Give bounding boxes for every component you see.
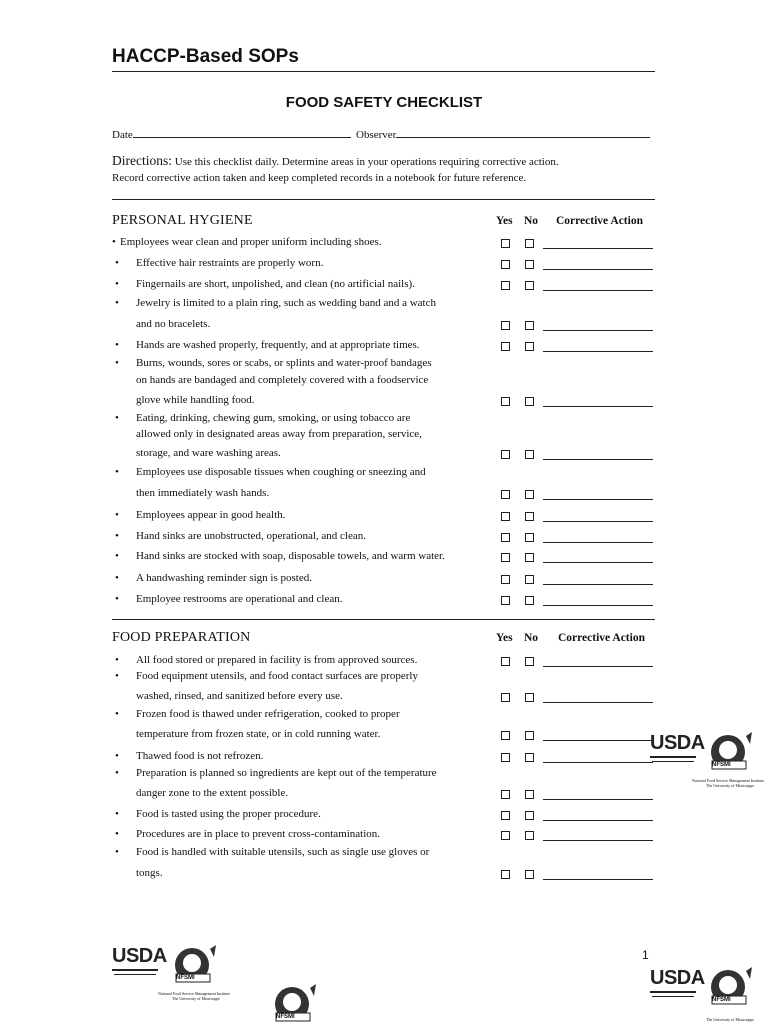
corrective-action-line[interactable] [543, 290, 653, 291]
page-number: 1 [642, 948, 649, 962]
checklist-line: washed, rinsed, and sanitized before every use. [136, 690, 343, 702]
corrective-action-line[interactable] [543, 584, 653, 585]
checklist-line: tongs. [136, 867, 163, 879]
corrective-action-line[interactable] [543, 330, 653, 331]
section-title-personal-hygiene: PERSONAL HYGIENE [112, 213, 253, 228]
yes-checkbox[interactable] [501, 533, 510, 542]
no-checkbox[interactable] [525, 281, 534, 290]
yes-checkbox[interactable] [501, 553, 510, 562]
nfsmi-label: NFSMI [712, 997, 731, 1003]
nfsmi-emblem [706, 730, 758, 776]
bullet-icon: • [115, 257, 119, 269]
institute-line2: The University of Mississippi [706, 783, 754, 788]
bullet-icon: • [115, 708, 119, 720]
checklist-line: glove while handling food. [136, 394, 255, 406]
no-checkbox[interactable] [525, 260, 534, 269]
col-corrective-action: Corrective Action [556, 215, 643, 227]
corrective-action-line[interactable] [543, 351, 653, 352]
checklist-line: storage, and ware washing areas. [136, 447, 281, 459]
yes-checkbox[interactable] [501, 731, 510, 740]
yes-checkbox[interactable] [501, 596, 510, 605]
corrective-action-line[interactable] [543, 562, 653, 563]
no-checkbox[interactable] [525, 512, 534, 521]
observer-line [396, 126, 650, 138]
date-line [133, 126, 351, 138]
bullet-icon: • [115, 412, 119, 424]
bullet-icon: • [115, 466, 119, 478]
yes-checkbox[interactable] [501, 342, 510, 351]
yes-checkbox[interactable] [501, 490, 510, 499]
checklist-line: Thawed food is not refrozen. [136, 750, 264, 762]
yes-checkbox[interactable] [501, 512, 510, 521]
corrective-action-line[interactable] [543, 740, 653, 741]
no-checkbox[interactable] [525, 870, 534, 879]
usda-logo-underline [114, 974, 156, 975]
checklist-line: Fingernails are short, unpolished, and clean (no artificial nails). [136, 278, 415, 290]
checklist-line: Employees appear in good health. [136, 509, 286, 521]
yes-checkbox[interactable] [501, 831, 510, 840]
institute-line1: National Food Service Management Institute [158, 991, 230, 996]
checklist-line: and no bracelets. [136, 318, 211, 330]
corrective-action-line[interactable] [543, 521, 653, 522]
corrective-action-line[interactable] [543, 499, 653, 500]
yes-checkbox[interactable] [501, 260, 510, 269]
checklist-line: Frozen food is thawed under refrigeration, cooked to proper [136, 708, 400, 720]
yes-checkbox[interactable] [501, 281, 510, 290]
institute-line2: The University of Mississippi [172, 996, 220, 1001]
no-checkbox[interactable] [525, 811, 534, 820]
no-checkbox[interactable] [525, 596, 534, 605]
usda-logo-underline [112, 969, 158, 971]
yes-checkbox[interactable] [501, 321, 510, 330]
bullet-icon: • [115, 572, 119, 584]
checklist-line: Effective hair restraints are properly worn. [136, 257, 324, 269]
checklist-line: Jewelry is limited to a plain ring, such as wedding band and a watch [136, 297, 436, 309]
col-no: No [524, 632, 539, 644]
institute-line1: National Food Service Management Institute [692, 778, 764, 783]
no-checkbox[interactable] [525, 239, 534, 248]
yes-checkbox[interactable] [501, 870, 510, 879]
checklist-line: Employees wear clean and proper uniform including shoes. [120, 236, 382, 248]
no-checkbox[interactable] [525, 397, 534, 406]
bullet-icon: • [115, 593, 119, 605]
nfsmi-label: NFSMI [276, 1014, 295, 1020]
date-field[interactable] [112, 126, 351, 141]
logo-group-bottom-center [270, 982, 330, 1024]
no-checkbox[interactable] [525, 693, 534, 702]
directions [112, 153, 672, 186]
no-checkbox[interactable] [525, 753, 534, 762]
no-checkbox[interactable] [525, 790, 534, 799]
yes-checkbox[interactable] [501, 790, 510, 799]
section-title-food-preparation: FOOD PREPARATION [112, 630, 251, 645]
no-checkbox[interactable] [525, 553, 534, 562]
directions-rule [112, 199, 655, 200]
col-yes: Yes [496, 632, 513, 644]
checklist-line: Food is handled with suitable utensils, such as single use gloves or [136, 846, 430, 858]
corrective-action-line[interactable] [543, 248, 653, 249]
nfsmi-emblem [170, 943, 222, 989]
corrective-action-line[interactable] [543, 799, 653, 800]
usda-logo-underline [652, 761, 694, 762]
no-checkbox[interactable] [525, 490, 534, 499]
corrective-action-line[interactable] [543, 269, 653, 270]
nfsmi-emblem [706, 965, 758, 1011]
usda-logo: USDA [650, 967, 705, 989]
corrective-action-line[interactable] [543, 840, 653, 841]
corrective-action-line[interactable] [543, 702, 653, 703]
nfsmi-label: NFSMI [176, 975, 195, 981]
bullet-icon: • [115, 530, 119, 542]
bullet-icon: • [115, 670, 119, 682]
bullet-icon: • [115, 278, 119, 290]
bullet-icon: • [115, 846, 119, 858]
directions-line1: Use this checklist daily. Determine areas in your operations requiring corrective action. [174, 156, 559, 168]
institute-line2: The University of Mississippi [706, 1017, 754, 1022]
corrective-action-line[interactable] [543, 666, 653, 667]
checklist-line: temperature from frozen state, or in cold running water. [136, 728, 381, 740]
no-checkbox[interactable] [525, 321, 534, 330]
usda-logo-underline [650, 991, 696, 993]
checklist-line: Employees use disposable tissues when coughing or sneezing and [136, 466, 426, 478]
directions-lead: Directions: [112, 153, 172, 168]
col-no: No [524, 215, 539, 227]
bullet-icon: • [115, 297, 119, 309]
bullet-icon: • [115, 654, 119, 666]
yes-checkbox[interactable] [501, 753, 510, 762]
no-checkbox[interactable] [525, 450, 534, 459]
checklist-line: allowed only in designated areas away from preparation, service, [136, 428, 422, 440]
bullet-icon: • [112, 236, 116, 248]
checklist-line: Eating, drinking, chewing gum, smoking, or using tobacco are [136, 412, 411, 424]
checklist-line: Food equipment utensils, and food contact surfaces are properly [136, 670, 418, 682]
usda-logo: USDA [112, 945, 167, 967]
document-title: FOOD SAFETY CHECKLIST [285, 94, 483, 111]
bullet-icon: • [115, 339, 119, 351]
checklist-line: Procedures are in place to prevent cross-contamination. [136, 828, 381, 840]
corrective-action-line[interactable] [543, 879, 653, 880]
directions-line2: Record corrective action taken and keep completed records in a notebook for future reference. [112, 172, 527, 184]
yes-checkbox[interactable] [501, 397, 510, 406]
checklist-line: Burns, wounds, sores or scabs, or splints and water-proof bandages [136, 357, 432, 369]
checklist-line: Employee restrooms are operational and clean. [136, 593, 343, 605]
corrective-action-line[interactable] [543, 820, 653, 821]
checklist-line: then immediately wash hands. [136, 487, 270, 499]
bullet-icon: • [115, 828, 119, 840]
bullet-icon: • [115, 509, 119, 521]
date-label: Date [112, 129, 133, 141]
no-checkbox[interactable] [525, 533, 534, 542]
checklist-line: All food stored or prepared in facility is from approved sources. [136, 654, 418, 666]
bullet-icon: • [115, 808, 119, 820]
bullet-icon: • [115, 767, 119, 779]
logo-group-right-1 [648, 730, 768, 792]
checklist-line: Preparation is planned so ingredients are kept out of the temperature [136, 767, 437, 779]
checklist-line: on hands are bandaged and completely covered with a foodservice [136, 374, 429, 386]
yes-checkbox[interactable] [501, 239, 510, 248]
header-title: HACCP-Based SOPs [112, 46, 299, 67]
yes-checkbox[interactable] [501, 657, 510, 666]
no-checkbox[interactable] [525, 342, 534, 351]
section-rule [112, 619, 655, 620]
observer-label: Observer [356, 129, 397, 141]
no-checkbox[interactable] [525, 657, 534, 666]
bullet-icon: • [115, 750, 119, 762]
col-yes: Yes [496, 215, 513, 227]
observer-field[interactable] [356, 126, 650, 141]
nfsmi-label: NFSMI [712, 762, 731, 768]
checklist-line: danger zone to the extent possible. [136, 787, 289, 799]
no-checkbox[interactable] [525, 575, 534, 584]
col-corrective-action: Corrective Action [558, 632, 645, 644]
bullet-icon: • [115, 550, 119, 562]
checklist-line: A handwashing reminder sign is posted. [136, 572, 312, 584]
corrective-action-line[interactable] [543, 459, 653, 460]
no-checkbox[interactable] [525, 831, 534, 840]
checklist-line: Hands are washed properly, frequently, and at appropriate times. [136, 339, 420, 351]
usda-logo: USDA [650, 732, 705, 754]
no-checkbox[interactable] [525, 731, 534, 740]
bullet-icon: • [115, 357, 119, 369]
checklist-line: Hand sinks are unobstructed, operational, and clean. [136, 530, 367, 542]
logo-group-right-2 [648, 965, 768, 1024]
corrective-action-line[interactable] [543, 762, 653, 763]
usda-logo-underline [652, 996, 694, 997]
yes-checkbox[interactable] [501, 811, 510, 820]
checklist-line: Food is tasted using the proper procedure. [136, 808, 321, 820]
yes-checkbox[interactable] [501, 575, 510, 584]
yes-checkbox[interactable] [501, 450, 510, 459]
corrective-action-line[interactable] [543, 406, 653, 407]
header-rule [112, 71, 655, 72]
yes-checkbox[interactable] [501, 693, 510, 702]
logo-group-footer [112, 943, 232, 1005]
corrective-action-line[interactable] [543, 605, 653, 606]
usda-logo-underline [650, 756, 696, 758]
corrective-action-line[interactable] [543, 542, 653, 543]
checklist-line: Hand sinks are stocked with soap, disposable towels, and warm water. [136, 550, 445, 562]
